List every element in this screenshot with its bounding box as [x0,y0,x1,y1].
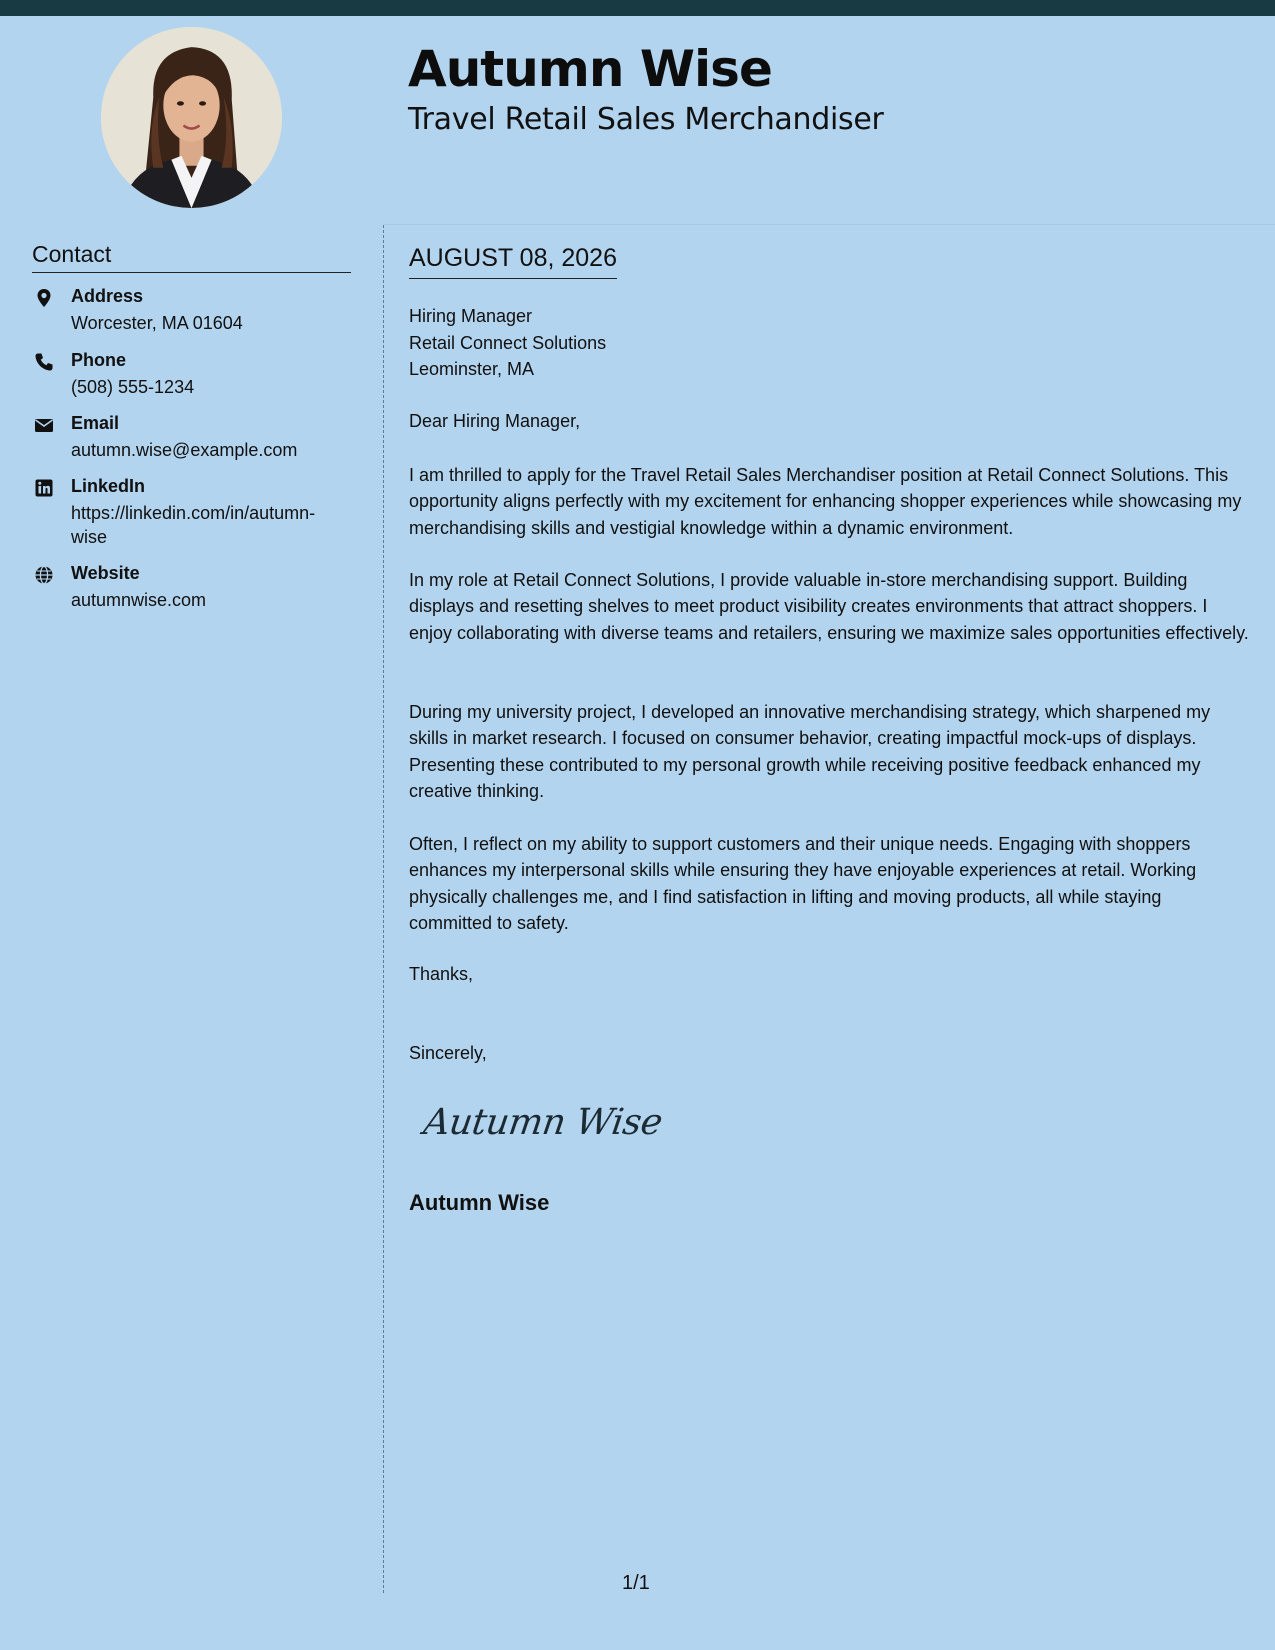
recipient-block [409,303,606,383]
contact-heading: Contact [32,241,351,273]
candidate-title: Travel Retail Sales Merchandiser [408,102,884,137]
recipient-line: Hiring Manager [409,306,533,326]
envelope-icon [34,415,54,435]
thanks-line: Thanks, [409,964,474,984]
page-indicator: 1/1 [622,1572,650,1594]
linkedin-link[interactable]: https://linkedin.com/in/autumn-wise [71,503,316,547]
contact-value: Worcester, MA 01604 [71,313,243,333]
phone-icon [34,352,54,372]
recipient-line: Retail Connect Solutions [409,332,607,353]
portrait-illustration [101,27,282,208]
body-paragraph: During my university project, I developed an innovative merchandising strategy, which sharpened my skills in market research. I focused on consumer behavior, creating impactful mock-ups of displays. Presenting these contributed to my personal growth while receiving positive feedback enhanced my creative thinking. [409,702,1211,802]
contact-label: Email [71,413,120,433]
recipient-line: Leominster, MA [409,359,535,379]
contact-label: LinkedIn [71,476,146,496]
letter-date: AUGUST 08, 2026 [409,244,617,279]
website-link[interactable]: autumnwise.com [71,590,207,610]
contact-label: Address [71,286,144,306]
candidate-name: Autumn Wise [408,40,772,98]
top-accent-bar [0,0,1275,16]
salutation: Dear Hiring Manager, [409,411,581,431]
handwritten-signature: Autumn Wise [421,1102,665,1143]
closing-line: Sincerely, [409,1043,487,1063]
signed-name: Autumn Wise [409,1190,550,1215]
globe-icon [34,565,54,585]
body-paragraph: Often, I reflect on my ability to support customers and their unique needs. Engaging with shoppers enhances my interpersonal skills while ensuring they have enjoyable experiences at retail. Working physically challenges me, and I find satisfaction in lifting and moving products, all while staying committed to safety. [409,834,1197,934]
email-link[interactable]: autumn.wise@example.com [71,440,298,460]
body-paragraph: In my role at Retail Connect Solutions, I provide valuable in-store merchandising support. Building displays and resetting shelves to meet product visibility creates environments that attract shoppers. I enjoy collaborating with diverse teams and retailers, ensuring we maximize sales opportunities effectively. [409,570,1249,643]
map-pin-icon [34,288,54,308]
header-divider [384,224,1275,225]
profile-photo [101,27,282,208]
linkedin-icon [34,478,54,498]
sidebar-divider [383,225,384,1593]
contact-label: Phone [71,350,127,370]
contact-label: Website [71,563,140,583]
body-paragraph: I am thrilled to apply for the Travel Retail Sales Merchandiser position at Retail Connect Solutions. This opportunity aligns perfectly with my excitement for enhancing shopper experiences while showcasing my merchandising skills and vestigial knowledge within a dynamic environment. [409,465,1242,538]
contact-value: (508) 555-1234 [71,377,195,397]
